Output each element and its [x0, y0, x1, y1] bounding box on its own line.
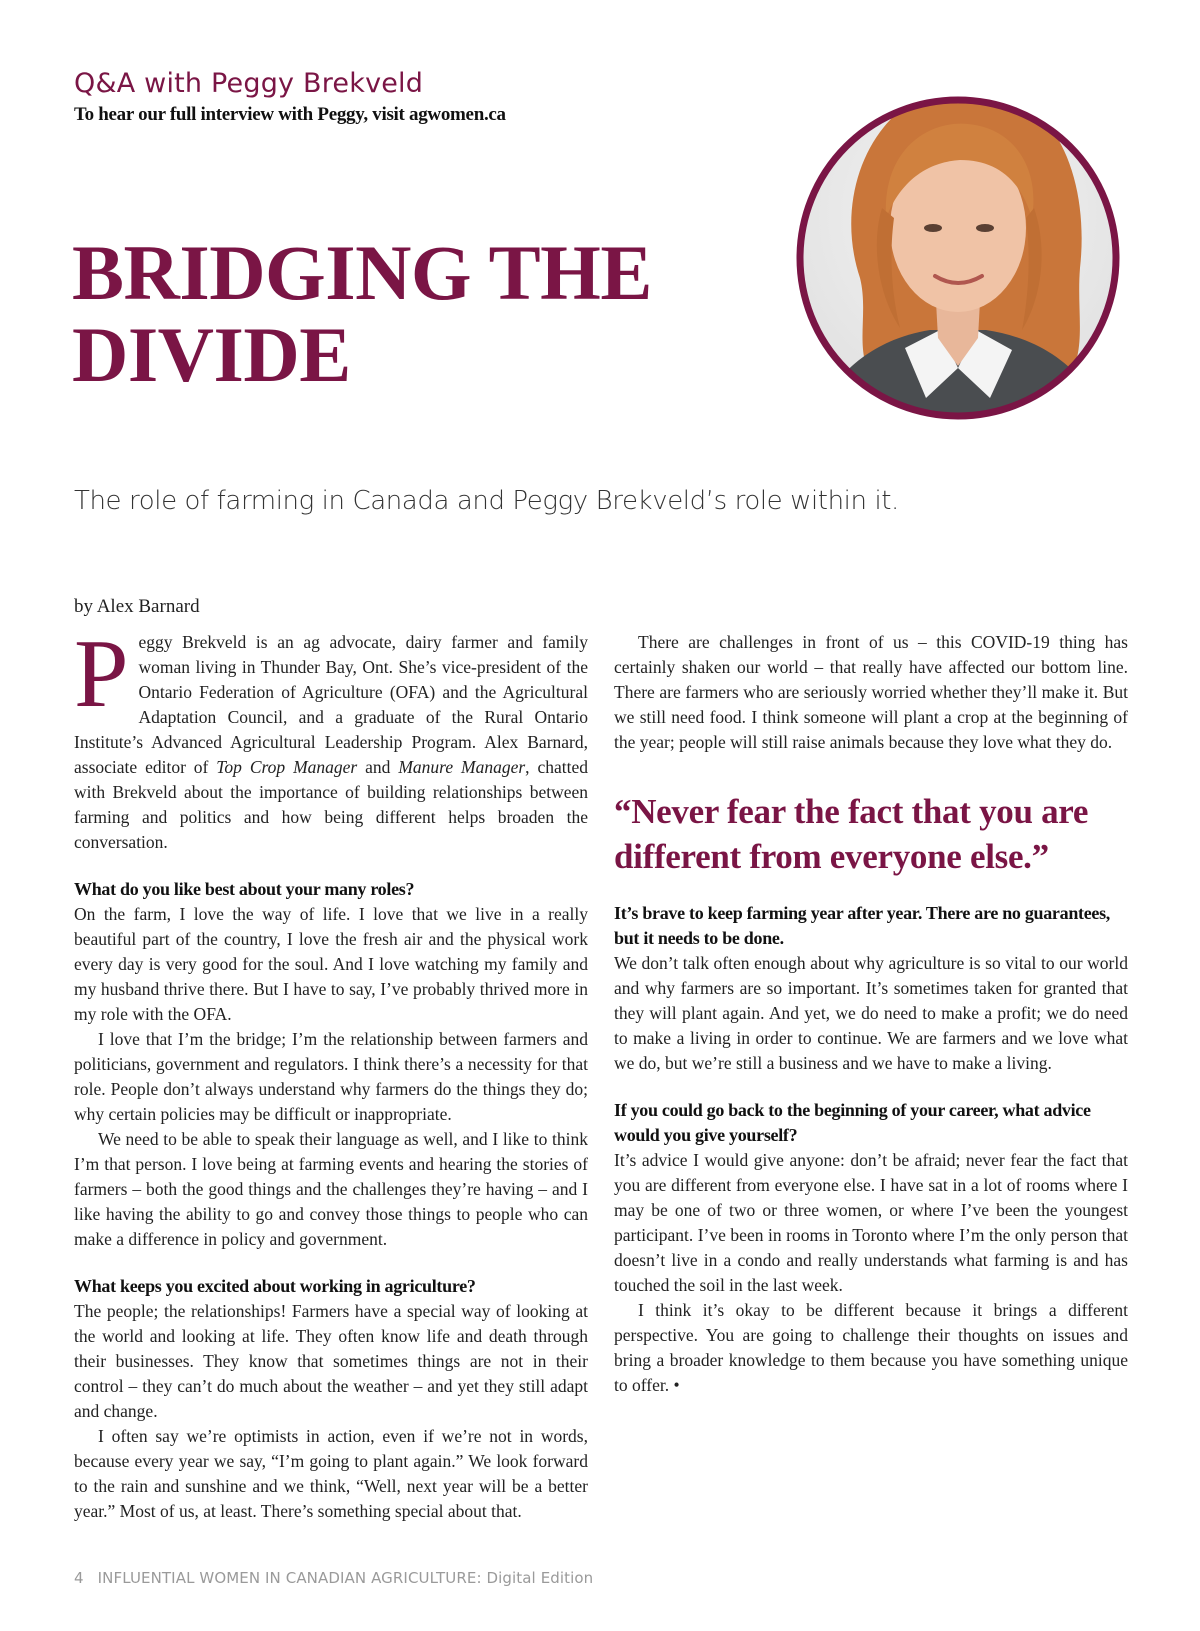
left-column	[74, 620, 588, 1524]
intro-text: and	[357, 757, 399, 777]
answer-paragraph: There are challenges in front of us – this COVID-19 thing has certainly shaken our world – that really have affected our bottom line. There are farmers who are seriously worried whether they’ll make it. But we still need food. I think someone will plant a crop at the beginning of the year; people will still raise animals because they love what they do.	[614, 632, 1128, 752]
drop-cap: P	[74, 620, 129, 728]
answer-paragraph: We need to be able to speak their language as well, and I like to think I’m that person. I love being at farming events and hearing the stories of farmers – both the good things and the challenges they’re having – and I like having the ability to go and convey those things to people who can make a difference in policy and government.	[74, 1129, 588, 1249]
publication-name: Top Crop Manager	[216, 757, 358, 777]
portrait-photo	[790, 68, 1126, 434]
answer-paragraph: I often say we’re optimists in action, even if we’re not in words, because every year we say, “I’m going to plant again.” We look forward to the rain and sunshine and we think, “Well, next year will be a better year.” Most of us, at least. There’s something special about that.	[74, 1426, 588, 1521]
interview-link-note: To hear our full interview with Peggy, visit agwomen.ca	[74, 104, 506, 125]
question-heading: What keeps you excited about working in agriculture?	[74, 1276, 476, 1296]
question-heading: It’s brave to keep farming year after year. There are no guarantees, but it needs to be done.	[614, 903, 1111, 948]
intro-text: eggy Brekveld is an ag advocate, dairy farmer and family woman living in Thunder Bay, Ont. She’s vice-president of the Ontario Federation of Agriculture (OFA) and the Agricultural Adaptation Council, and a graduate of the Rural Ontario Institute’s Advanced Agricultural Leadership Program. Alex Barnard, associate editor of	[74, 632, 588, 777]
edition-label: : Digital Edition	[476, 1569, 594, 1587]
answer-paragraph: I love that I’m the bridge; I’m the relationship between farmers and politicians, government and regulators. I think there’s a necessity for that role. People don’t always understand why farmers do the things they do; why certain policies may be difficult or inappropriate.	[74, 1029, 588, 1124]
publication-title: INFLUENTIAL WOMEN IN CANADIAN AGRICULTURE	[97, 1569, 477, 1587]
section-kicker: Q&A with Peggy Brekveld	[74, 68, 424, 99]
publication-name: Manure Manager	[398, 757, 526, 777]
pull-quote: “Never fear the fact that you are different from everyone else.”	[614, 792, 1089, 876]
answer-paragraph: It’s advice I would give anyone: don’t be afraid; never fear the fact that you are different from everyone else. I have sat in a lot of rooms where I may be one of two or three women, or where I’ve been the youngest participant. I’ve been in rooms in Toronto where I’m the only person that doesn’t live in a condo and really understands what farming is and has touched the soil in the last week.	[614, 1150, 1128, 1295]
intro-text: , chatted with Brekveld about the importance of building relationships between farming and politics and how being different helps broaden the conversation.	[74, 757, 588, 852]
answer-paragraph: On the farm, I love the way of life. I love that we live in a really beautiful part of the country, I love the fresh air and the physical work every day is very good for the soul. And I love watching my family and my husband thrive there. But I have to say, I’ve probably thrived more in my role with the OFA.	[74, 904, 588, 1024]
article-title: BRIDGING THE DIVIDE	[72, 229, 652, 398]
question-heading: What do you like best about your many roles?	[74, 879, 415, 899]
right-column	[614, 630, 1128, 1398]
question-heading: If you could go back to the beginning of your career, what advice would you give yourself?	[614, 1100, 1091, 1145]
answer-paragraph: I think it’s okay to be different because it brings a different perspective. You are going to challenge their thoughts on issues and bring a broader knowledge to them because you have something unique to offer. •	[614, 1300, 1128, 1395]
page-footer	[74, 1569, 593, 1587]
answer-paragraph: We don’t talk often enough about why agriculture is so vital to our world and why farmers are so important. It’s sometimes taken for granted that they will plant again. And yet, we do need to make a profit; we do need to make a living in order to continue. We are farmers and we love what we do, but we’re still a business and we have to make a living.	[614, 953, 1128, 1073]
page-number: 4	[74, 1569, 84, 1587]
answer-paragraph: The people; the relationships! Farmers have a special way of looking at the world and looking at life. They often know life and death through their businesses. They know that sometimes things are not in their control – they can’t do much about the weather – and yet they still adapt and change.	[74, 1301, 588, 1421]
article-deck: The role of farming in Canada and Peggy Brekveld’s role within it.	[74, 486, 899, 516]
intro-paragraph	[74, 620, 588, 855]
byline: by Alex Barnard	[74, 596, 200, 617]
